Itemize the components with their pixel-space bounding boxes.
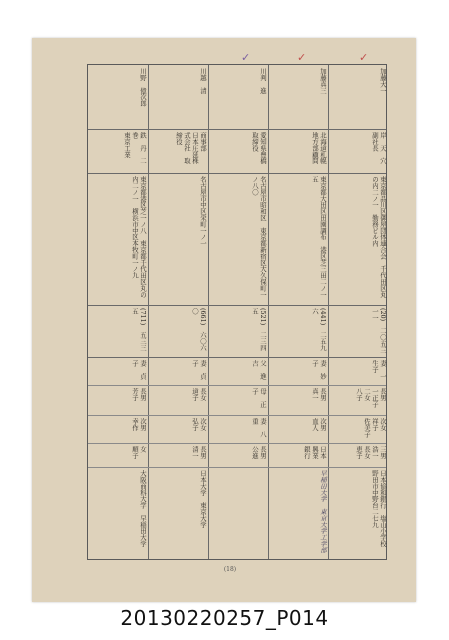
page-number: (18) (223, 566, 237, 573)
tel-cell: (521) 二三四五 (251, 308, 267, 351)
address-cell: 東京都大田区田園調布 港区芝三田二ノ一五 (311, 176, 327, 298)
extra-cell: 日本協和銀行 塩山小学校 野田市中野台二七九 (371, 470, 387, 554)
address-cell: 東京都品川区御屋団体連合会 千代田区丸の内二ノ一 勤務ビル内 (371, 176, 387, 298)
check-mark-icon: ✓ (359, 51, 369, 64)
notes-cell: 日本興業銀行 (303, 446, 327, 459)
check-mark-icon: ✓ (241, 51, 251, 64)
family-cell: 長男 真一 (311, 388, 327, 408)
family-cell: 次女 弘子 (191, 418, 207, 438)
entry-column-3 (208, 65, 268, 559)
family-cell: 妻 貞子 (131, 360, 147, 380)
name-cell: 川越 清 (199, 68, 207, 94)
tel-cell: (661) 六〇六〇 (191, 308, 207, 351)
extra-cell (208, 467, 268, 561)
address-cell: 名古屋市昭和区 東京都新宿区大久保町一ノ八〇 (251, 176, 267, 298)
family-cell: 長男 一正子 二女 八子 (355, 388, 387, 414)
extra-cell: 早稲田大学 東京大学工学部 (319, 470, 327, 554)
notes-cell: 女 順子 (131, 446, 147, 459)
family-cell: 妻 一生子 (371, 360, 387, 380)
address-cell: 名古屋市中区栄町一ノ一 (199, 176, 207, 247)
notes-cell: 三男 浩一 長女 恵子 (355, 446, 387, 466)
tel-cell: (20) 二〇五三一一 (371, 308, 387, 354)
origin-cell: 愛知県豊橋 取締役 (251, 132, 267, 164)
family-cell: 父 進吉 (251, 360, 267, 380)
origin-cell: 岸 天 穴 副社長 (371, 132, 387, 164)
name-cell: 川判 進 (259, 68, 267, 94)
entry-column-2 (268, 65, 328, 559)
register-table (87, 64, 387, 560)
family-cell: 妻 妙子 (311, 360, 327, 380)
entry-column-1 (328, 65, 388, 559)
tel-cell: (711) 五三三五 (131, 308, 147, 351)
family-cell: 次男 直人 (311, 418, 327, 438)
name-cell: 加藤大一 (379, 68, 387, 94)
address-cell: 東京都港区芝一ノ八 東京都千代田区丸の内二ノ一 横浜市中区本牧町一ノ九 (131, 176, 147, 298)
origin-cell: 北海道札幌 地方部顧問 (311, 132, 327, 164)
extra-cell: 大阪商科大学 早稲田大学 (139, 470, 147, 547)
extra-cell: 日本大学 東京大学 (199, 470, 207, 528)
notes-cell: 長男 清一 (191, 446, 207, 466)
name-cell: 川野 億次郎 (139, 68, 147, 107)
origin-cell: 商事部 日本圧延株式会社 取締役 (175, 132, 207, 164)
family-cell: 次女 祥子 佐美子 (363, 418, 387, 438)
name-cell: 加藤真三 (319, 68, 327, 94)
family-cell: 母 正子 (251, 388, 267, 408)
entry-column-4 (148, 65, 208, 559)
document-page (32, 38, 416, 602)
check-mark-icon: ✓ (297, 51, 307, 64)
image-caption: 20130220257_P014 (120, 606, 329, 630)
entry-column-5 (88, 65, 148, 559)
notes-cell: 長男 公進 (251, 446, 267, 466)
family-cell: 妻 貞子 (191, 360, 207, 380)
origin-cell: 鉄 丹 二 巻 東京工業 (123, 132, 147, 171)
family-cell: 妻 八重 (251, 418, 267, 438)
tel-cell: (441) 二五九六 (311, 308, 327, 351)
family-cell: 長女 道子 (191, 388, 207, 408)
family-cell: 次男 幸作 (131, 418, 147, 438)
family-cell: 長男 芳子 (131, 388, 147, 408)
